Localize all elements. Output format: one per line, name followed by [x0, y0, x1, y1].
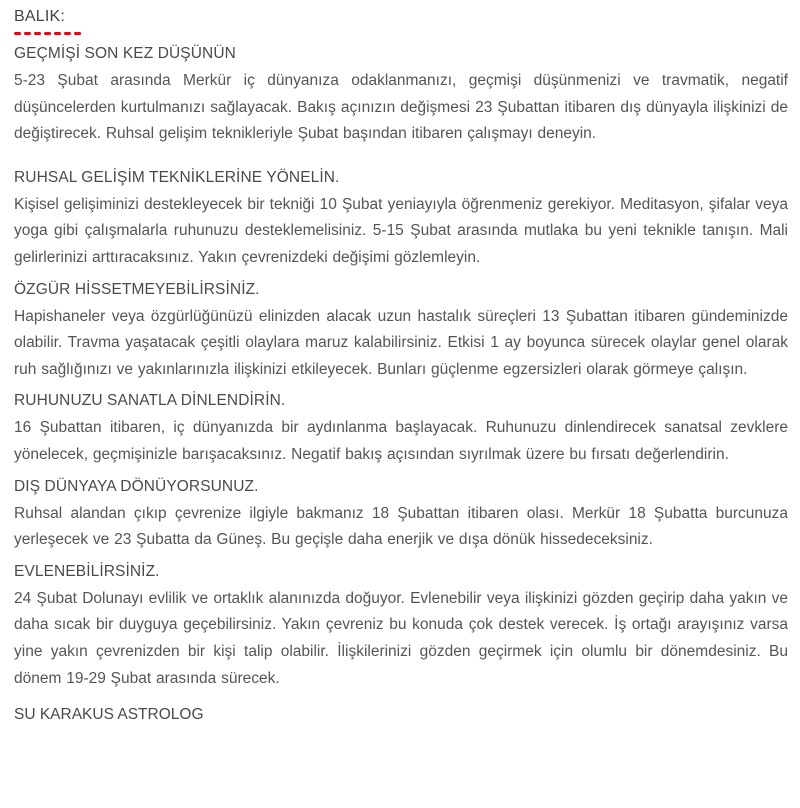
- section-title: DIŞ DÜNYAYA DÖNÜYORSUNUZ.: [14, 477, 259, 495]
- section-title: GEÇMİŞİ SON KEZ DÜŞÜNÜN: [14, 45, 236, 62]
- section-gecmisi: [14, 43, 788, 148]
- underline-dash: [44, 32, 51, 35]
- section-dis-dunya: [14, 476, 788, 554]
- section-title: EVLENEBİLİRSİNİZ.: [14, 562, 160, 580]
- section-ozgur: [14, 279, 788, 384]
- underline-dash: [74, 32, 81, 35]
- section-body: Hapishaneler veya özgürlüğünüzü elinizden alacak uzun hastalık süreçleri 13 Şubattan itibaren gündeminizde olabilir. Travma yaşatacak çeşitli olaylara maruz kalabilirsiniz. Etkisi 1 ay boyunca sürecek olaylar genel olarak ruh sağlığınızı ve yakınlarınızla ilişkinizi etkileyecek. Bunları güçlenme egzersizleri olarak görmeye çalışın.: [14, 307, 788, 378]
- heading-block: [14, 4, 788, 36]
- section-body: 5-23 Şubat arasında Merkür iç dünyanıza odaklanmanızı, geçmişi düşünmenizi ve travmatik, negatif düşüncelerden kurtulmanızı sağlayacak. Bakış açınızın değişmesi 23 Şubattan itibaren dış dünyayla ilişkinizi de değiştirecek. Ruhsal gelişim teknikleriyle Şubat başından itibaren çalışmayı deneyin.: [14, 72, 788, 143]
- section-title: ÖZGÜR HİSSETMEYEBİLİRSİNİZ.: [14, 280, 260, 298]
- section-evlenebilirsiniz: [14, 561, 788, 692]
- underline-dash: [64, 32, 71, 35]
- section-body: Kişisel gelişiminizi destekleyecek bir tekniği 10 Şubat yeniayıyla öğrenmeniz gerekiyor. Meditasyon, şifalar veya yoga gibi çalışmalarla ruhunuzu desteklemelisiniz. 5-15 Şubat arasında mutlaka bu yeni teknikle tanışın. Mali gelirlerinizi arttıracaksınız. Yakın çevrenizdeki değişimi gözlemleyin.: [14, 195, 788, 266]
- section-title: RUHUNUZU SANATLA DİNLENDİRİN.: [14, 392, 286, 410]
- page-title: BALIK:: [14, 8, 66, 25]
- section-body: 16 Şubattan itibaren, iç dünyanızda bir aydınlanma başlayacak. Ruhunuzu dinlendirecek sanatsal zevklere yönelecek, geçmişinizle barışacaksınız. Negatif bakış açısından sıyrılmak üzere bu fırsatı değerlendirin.: [14, 419, 788, 463]
- section-ruhsal-gelisim: [14, 167, 788, 272]
- section-title: RUHSAL GELİŞİM TEKNİKLERİNE YÖNELİN.: [14, 168, 340, 186]
- red-dashed-underline: [14, 32, 82, 36]
- section-body: Ruhsal alandan çıkıp çevrenize ilgiyle bakmanız 18 Şubattan itibaren olası. Merkür 18 Şubatta burcunuza yerleşecek ve 23 Şubatta da Güneş. Bu geçişle daha enerjik ve dışa dönük hissedeceksiniz.: [14, 504, 788, 549]
- section-sanat: [14, 390, 788, 468]
- author-signature: SU KARAKUS ASTROLOG: [14, 706, 204, 724]
- underline-dash: [24, 32, 31, 35]
- underline-dash: [54, 32, 61, 35]
- underline-dash: [14, 32, 21, 35]
- underline-dash: [34, 32, 41, 35]
- section-body: 24 Şubat Dolunayı evlilik ve ortaklık alanınızda doğuyor. Evlenebilir veya ilişkinizi gözden geçirip daha yakın ve daha sıcak bir duyguya geçebilirsiniz. Yakın çevreniz bu konuda çok destek verecek. İş ortağı arayışınız varsa yine yakın çevrenizden bir kişi talip olabilir. İlişkilerinizi gözden geçirmek için olumlu bir dönemdesiniz. Bu dönem 19-29 Şubat arasında sürecek.: [14, 589, 788, 687]
